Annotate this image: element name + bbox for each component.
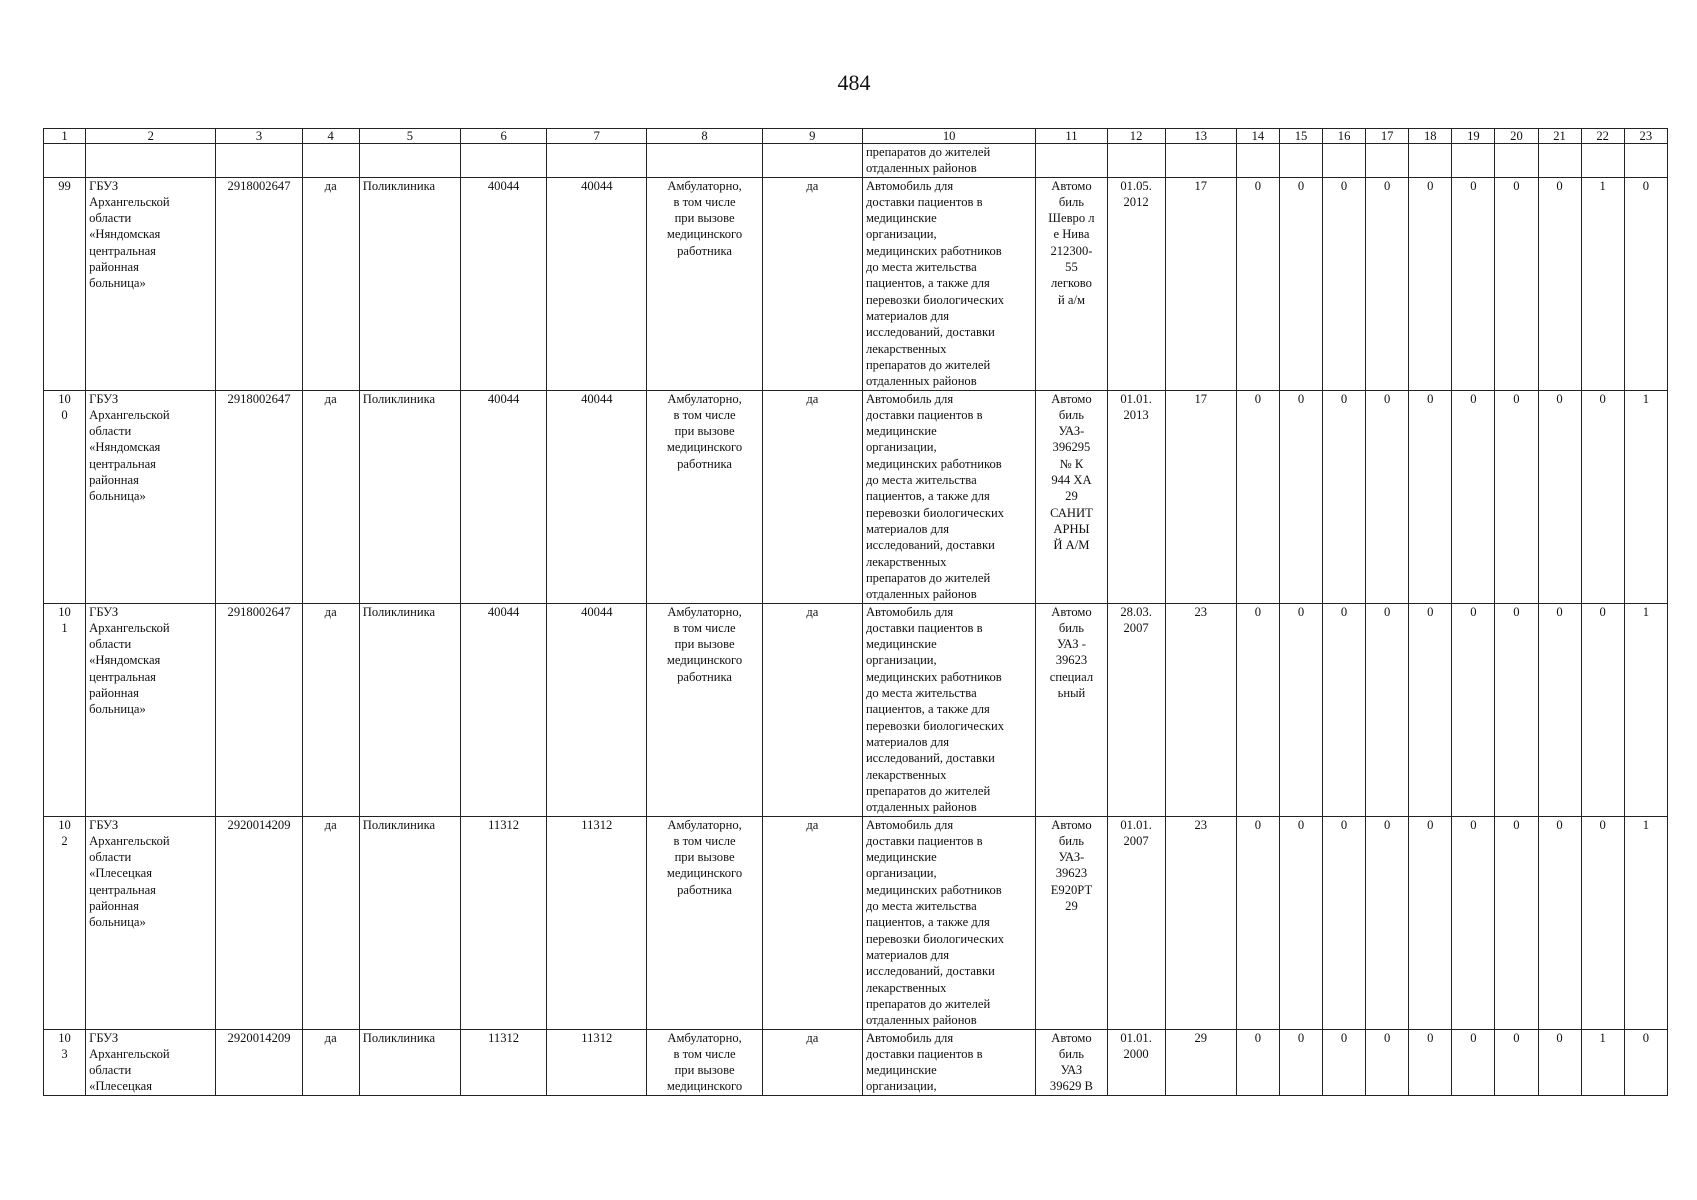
empty-cell bbox=[1107, 144, 1165, 178]
value-cell: 0 bbox=[1624, 177, 1667, 390]
date-cell: 01.01. 2007 bbox=[1107, 816, 1165, 1029]
flag-cell: да bbox=[302, 390, 359, 603]
flag-cell: да bbox=[302, 816, 359, 1029]
value-cell: 1 bbox=[1581, 177, 1624, 390]
empty-cell bbox=[1279, 144, 1322, 178]
value-cell: 0 bbox=[1366, 1029, 1409, 1095]
column-number-cell: 10 bbox=[862, 129, 1035, 144]
column-number-cell: 16 bbox=[1323, 129, 1366, 144]
age-cell: 29 bbox=[1165, 1029, 1236, 1095]
value-cell: 0 bbox=[1538, 816, 1581, 1029]
organization-cell: ГБУЗ Архангельской области «Плесецкая bbox=[86, 1029, 216, 1095]
value-cell: 0 bbox=[1236, 816, 1279, 1029]
department-cell: Поликлиника bbox=[359, 1029, 460, 1095]
value-cell: 0 bbox=[1452, 177, 1495, 390]
column-number-cell: 3 bbox=[216, 129, 302, 144]
value-cell: 0 bbox=[1538, 177, 1581, 390]
value-cell: 0 bbox=[1323, 177, 1366, 390]
value-cell: 0 bbox=[1279, 390, 1322, 603]
purpose-cell: Автомобиль для доставки пациентов в медицинские организации, медицинских работников до места жительства пациентов, а также для перевозки биологических материалов для исследований, доставки лекарственных препаратов до жителей отдаленных районов bbox=[862, 390, 1035, 603]
value-cell: 0 bbox=[1495, 1029, 1538, 1095]
flag-cell: да bbox=[762, 1029, 862, 1095]
column-number-row bbox=[44, 129, 1668, 144]
empty-cell bbox=[1323, 144, 1366, 178]
count-cell: 11312 bbox=[547, 1029, 647, 1095]
date-cell: 28.03. 2007 bbox=[1107, 603, 1165, 816]
empty-cell bbox=[1236, 144, 1279, 178]
department-cell: Поликлиника bbox=[359, 177, 460, 390]
date-cell: 01.01. 2013 bbox=[1107, 390, 1165, 603]
count-cell: 11312 bbox=[547, 816, 647, 1029]
value-cell: 0 bbox=[1323, 603, 1366, 816]
column-number-cell: 22 bbox=[1581, 129, 1624, 144]
count-cell: 11312 bbox=[460, 1029, 546, 1095]
value-cell: 0 bbox=[1409, 1029, 1452, 1095]
organization-cell: ГБУЗ Архангельской области «Плесецкая центральная районная больница» bbox=[86, 816, 216, 1029]
value-cell: 0 bbox=[1624, 1029, 1667, 1095]
vehicle-cell: Автомо биль Шевро л е Нива 212300- 55 легково й а/м bbox=[1036, 177, 1107, 390]
column-number-cell: 18 bbox=[1409, 129, 1452, 144]
value-cell: 0 bbox=[1452, 390, 1495, 603]
table-row bbox=[44, 816, 1668, 1029]
date-cell: 01.05. 2012 bbox=[1107, 177, 1165, 390]
vehicle-table bbox=[43, 128, 1668, 1096]
flag-cell: да bbox=[762, 603, 862, 816]
value-cell: 0 bbox=[1366, 603, 1409, 816]
empty-cell bbox=[302, 144, 359, 178]
care-mode-cell: Амбулаторно, в том числе при вызове медицинского bbox=[647, 1029, 762, 1095]
value-cell: 0 bbox=[1495, 390, 1538, 603]
inn-cell: 2918002647 bbox=[216, 390, 302, 603]
department-cell: Поликлиника bbox=[359, 816, 460, 1029]
value-cell: 0 bbox=[1581, 390, 1624, 603]
flag-cell: да bbox=[762, 390, 862, 603]
flag-cell: да bbox=[302, 1029, 359, 1095]
row-number-cell: 10 2 bbox=[44, 816, 86, 1029]
purpose-cell: Автомобиль для доставки пациентов в медицинские организации, медицинских работников до места жительства пациентов, а также для перевозки биологических материалов для исследований, доставки лекарственных препаратов до жителей отдаленных районов bbox=[862, 177, 1035, 390]
empty-cell bbox=[1366, 144, 1409, 178]
value-cell: 0 bbox=[1366, 177, 1409, 390]
value-cell: 0 bbox=[1538, 390, 1581, 603]
row-number-cell: 10 0 bbox=[44, 390, 86, 603]
column-number-cell: 9 bbox=[762, 129, 862, 144]
row-number-cell: 10 3 bbox=[44, 1029, 86, 1095]
row-number-cell: 99 bbox=[44, 177, 86, 390]
purpose-cell: Автомобиль для доставки пациентов в медицинские организации, медицинских работников до места жительства пациентов, а также для перевозки биологических материалов для исследований, доставки лекарственных препаратов до жителей отдаленных районов bbox=[862, 603, 1035, 816]
value-cell: 0 bbox=[1452, 816, 1495, 1029]
value-cell: 0 bbox=[1581, 603, 1624, 816]
value-cell: 0 bbox=[1279, 603, 1322, 816]
value-cell: 1 bbox=[1581, 1029, 1624, 1095]
care-mode-cell: Амбулаторно, в том числе при вызове медицинского работника bbox=[647, 816, 762, 1029]
department-cell: Поликлиника bbox=[359, 390, 460, 603]
value-cell: 0 bbox=[1452, 603, 1495, 816]
flag-cell: да bbox=[762, 177, 862, 390]
value-cell: 0 bbox=[1495, 603, 1538, 816]
table-row bbox=[44, 390, 1668, 603]
value-cell: 0 bbox=[1409, 390, 1452, 603]
empty-cell bbox=[762, 144, 862, 178]
value-cell: 0 bbox=[1323, 816, 1366, 1029]
empty-cell bbox=[44, 144, 86, 178]
value-cell: 0 bbox=[1366, 816, 1409, 1029]
column-number-cell: 1 bbox=[44, 129, 86, 144]
empty-cell bbox=[547, 144, 647, 178]
department-cell: Поликлиника bbox=[359, 603, 460, 816]
value-cell: 0 bbox=[1279, 1029, 1322, 1095]
age-cell: 17 bbox=[1165, 390, 1236, 603]
care-mode-cell: Амбулаторно, в том числе при вызове медицинского работника bbox=[647, 603, 762, 816]
value-cell: 0 bbox=[1538, 603, 1581, 816]
column-number-cell: 6 bbox=[460, 129, 546, 144]
row-number-cell: 10 1 bbox=[44, 603, 86, 816]
column-number-cell: 12 bbox=[1107, 129, 1165, 144]
inn-cell: 2918002647 bbox=[216, 603, 302, 816]
table-row bbox=[44, 177, 1668, 390]
empty-cell bbox=[1495, 144, 1538, 178]
empty-cell bbox=[1409, 144, 1452, 178]
value-cell: 0 bbox=[1236, 603, 1279, 816]
value-cell: 0 bbox=[1236, 1029, 1279, 1095]
age-cell: 17 bbox=[1165, 177, 1236, 390]
empty-cell bbox=[647, 144, 762, 178]
empty-cell bbox=[359, 144, 460, 178]
flag-cell: да bbox=[762, 816, 862, 1029]
value-cell: 0 bbox=[1323, 390, 1366, 603]
inn-cell: 2920014209 bbox=[216, 1029, 302, 1095]
count-cell: 40044 bbox=[547, 390, 647, 603]
count-cell: 40044 bbox=[547, 603, 647, 816]
vehicle-cell: Автомо биль УАЗ 39629 В bbox=[1036, 1029, 1107, 1095]
column-number-cell: 7 bbox=[547, 129, 647, 144]
column-number-cell: 20 bbox=[1495, 129, 1538, 144]
value-cell: 0 bbox=[1323, 1029, 1366, 1095]
date-cell: 01.01. 2000 bbox=[1107, 1029, 1165, 1095]
continuation-purpose-cell: препаратов до жителей отдаленных районов bbox=[862, 144, 1035, 178]
vehicle-cell: Автомо биль УАЗ - 39623 специал ьный bbox=[1036, 603, 1107, 816]
column-number-cell: 19 bbox=[1452, 129, 1495, 144]
table-row bbox=[44, 1029, 1668, 1095]
flag-cell: да bbox=[302, 177, 359, 390]
vehicle-cell: Автомо биль УАЗ- 396295 № К 944 ХА 29 САНИТ АРНЫ Й А/М bbox=[1036, 390, 1107, 603]
value-cell: 0 bbox=[1581, 816, 1624, 1029]
value-cell: 1 bbox=[1624, 816, 1667, 1029]
empty-cell bbox=[216, 144, 302, 178]
value-cell: 0 bbox=[1538, 1029, 1581, 1095]
age-cell: 23 bbox=[1165, 816, 1236, 1029]
empty-cell bbox=[1624, 144, 1667, 178]
purpose-cell: Автомобиль для доставки пациентов в медицинские организации, bbox=[862, 1029, 1035, 1095]
table-row bbox=[44, 603, 1668, 816]
value-cell: 0 bbox=[1452, 1029, 1495, 1095]
inn-cell: 2920014209 bbox=[216, 816, 302, 1029]
empty-cell bbox=[1538, 144, 1581, 178]
value-cell: 0 bbox=[1409, 177, 1452, 390]
count-cell: 40044 bbox=[547, 177, 647, 390]
value-cell: 0 bbox=[1495, 177, 1538, 390]
value-cell: 0 bbox=[1495, 816, 1538, 1029]
value-cell: 1 bbox=[1624, 603, 1667, 816]
empty-cell bbox=[1581, 144, 1624, 178]
age-cell: 23 bbox=[1165, 603, 1236, 816]
column-number-cell: 14 bbox=[1236, 129, 1279, 144]
value-cell: 0 bbox=[1409, 603, 1452, 816]
count-cell: 40044 bbox=[460, 603, 546, 816]
page-number: 484 bbox=[837, 70, 871, 95]
column-number-cell: 2 bbox=[86, 129, 216, 144]
column-number-cell: 11 bbox=[1036, 129, 1107, 144]
organization-cell: ГБУЗ Архангельской области «Няндомская центральная районная больница» bbox=[86, 177, 216, 390]
empty-cell bbox=[1452, 144, 1495, 178]
organization-cell: ГБУЗ Архангельской области «Няндомская центральная районная больница» bbox=[86, 390, 216, 603]
value-cell: 0 bbox=[1409, 816, 1452, 1029]
care-mode-cell: Амбулаторно, в том числе при вызове медицинского работника bbox=[647, 177, 762, 390]
organization-cell: ГБУЗ Архангельской области «Няндомская центральная районная больница» bbox=[86, 603, 216, 816]
flag-cell: да bbox=[302, 603, 359, 816]
column-number-cell: 4 bbox=[302, 129, 359, 144]
column-number-cell: 21 bbox=[1538, 129, 1581, 144]
column-number-cell: 8 bbox=[647, 129, 762, 144]
empty-cell bbox=[1036, 144, 1107, 178]
empty-cell bbox=[86, 144, 216, 178]
value-cell: 0 bbox=[1236, 390, 1279, 603]
continuation-row bbox=[44, 144, 1668, 178]
value-cell: 1 bbox=[1624, 390, 1667, 603]
empty-cell bbox=[1165, 144, 1236, 178]
empty-cell bbox=[460, 144, 546, 178]
care-mode-cell: Амбулаторно, в том числе при вызове медицинского работника bbox=[647, 390, 762, 603]
column-number-cell: 23 bbox=[1624, 129, 1667, 144]
column-number-cell: 13 bbox=[1165, 129, 1236, 144]
column-number-cell: 5 bbox=[359, 129, 460, 144]
value-cell: 0 bbox=[1279, 816, 1322, 1029]
value-cell: 0 bbox=[1236, 177, 1279, 390]
purpose-cell: Автомобиль для доставки пациентов в медицинские организации, медицинских работников до места жительства пациентов, а также для перевозки биологических материалов для исследований, доставки лекарственных препаратов до жителей отдаленных районов bbox=[862, 816, 1035, 1029]
count-cell: 40044 bbox=[460, 177, 546, 390]
inn-cell: 2918002647 bbox=[216, 177, 302, 390]
count-cell: 40044 bbox=[460, 390, 546, 603]
column-number-cell: 17 bbox=[1366, 129, 1409, 144]
vehicle-cell: Автомо биль УАЗ- 39623 Е920РТ 29 bbox=[1036, 816, 1107, 1029]
column-number-cell: 15 bbox=[1279, 129, 1322, 144]
value-cell: 0 bbox=[1279, 177, 1322, 390]
count-cell: 11312 bbox=[460, 816, 546, 1029]
value-cell: 0 bbox=[1366, 390, 1409, 603]
